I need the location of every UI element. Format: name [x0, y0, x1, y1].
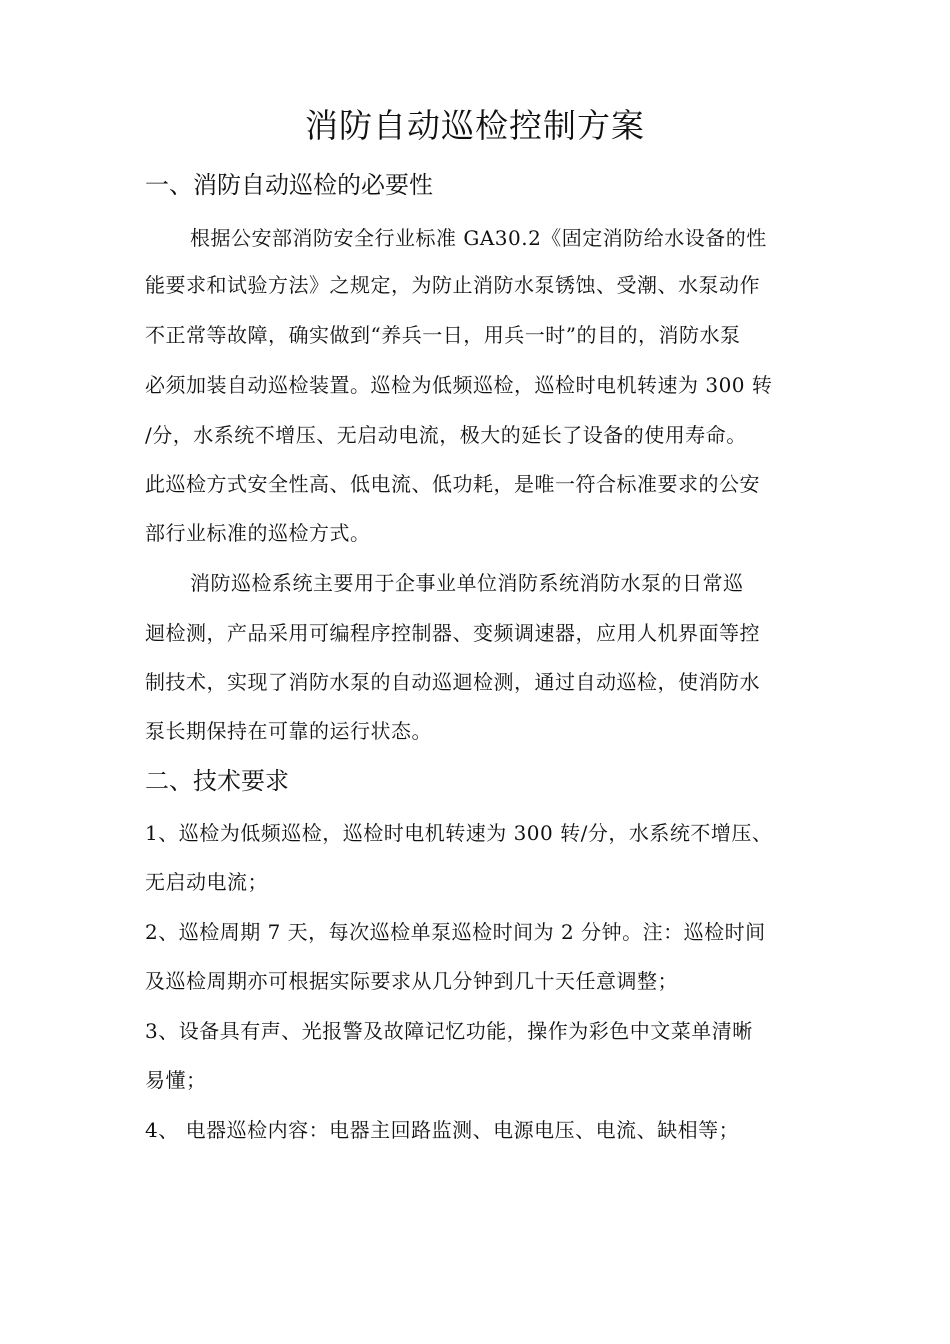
- text-line: 根据公安部消防安全行业标准 GA30.2《固定消防给水设备的性: [190, 226, 767, 250]
- text-line: 制技术，实现了消防水泵的自动巡迴检测，通过自动巡检，使消防水: [145, 670, 760, 694]
- text-line: 3、设备具有声、光报警及故障记忆功能，操作为彩色中文菜单清晰: [145, 1019, 753, 1043]
- text-line: 及巡检周期亦可根据实际要求从几分钟到几十天任意调整；: [145, 969, 678, 993]
- text-line: 必须加装自动巡检装置。巡检为低频巡检，巡检时电机转速为 300 转: [145, 373, 773, 397]
- section-2-heading: 二、技术要求: [145, 767, 289, 795]
- section-1-heading: 一、消防自动巡检的必要性: [145, 171, 433, 199]
- text-line: 能要求和试验方法》之规定，为防止消防水泵锈蚀、受潮、水泵动作: [145, 273, 760, 297]
- text-line: 无启动电流；: [145, 870, 268, 894]
- document-title: 消防自动巡检控制方案: [305, 106, 645, 145]
- text-line: 消防巡检系统主要用于企事业单位消防系统消防水泵的日常巡: [190, 571, 744, 595]
- text-line: 部行业标准的巡检方式。: [145, 521, 371, 545]
- text-line: 4、 电器巡检内容：电器主回路监测、电源电压、电流、缺相等；: [145, 1118, 740, 1142]
- text-line: 泵长期保持在可靠的运行状态。: [145, 719, 432, 743]
- text-line: 不正常等故障，确实做到“养兵一日，用兵一时”的目的，消防水泵: [145, 323, 741, 347]
- text-line: 易懂；: [145, 1068, 207, 1092]
- text-line: 2、巡检周期 7 天，每次巡检单泵巡检时间为 2 分钟。注：巡检时间: [145, 920, 766, 944]
- text-line: 迴检测，产品采用可编程序控制器、变频调速器，应用人机界面等控: [145, 621, 760, 645]
- text-line: 此巡检方式安全性高、低电流、低功耗，是唯一符合标准要求的公安: [145, 472, 760, 496]
- text-line: 1、巡检为低频巡检，巡检时电机转速为 300 转/分，水系统不增压、: [145, 821, 773, 845]
- text-line: /分，水系统不增压、无启动电流，极大的延长了设备的使用寿命。: [145, 423, 747, 447]
